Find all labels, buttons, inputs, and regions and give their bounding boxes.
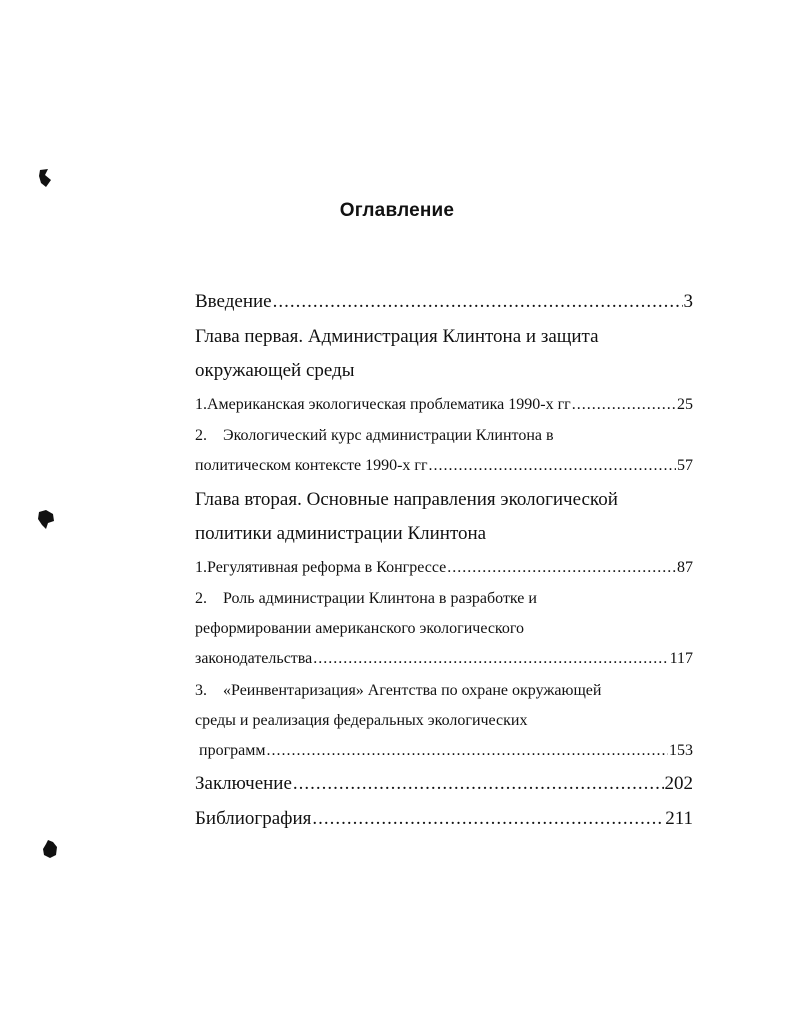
toc-entry-text: политическом контексте 1990-х гг bbox=[195, 457, 428, 474]
toc-entry-text: программ bbox=[199, 742, 266, 759]
toc-entry-text: Регулятивная реформа в Конгрессе bbox=[207, 559, 447, 576]
scan-hole-mark-top bbox=[36, 168, 54, 188]
toc-entry-2-1 bbox=[195, 559, 693, 577]
dot-leader bbox=[273, 291, 683, 313]
toc-entry-2-2-line-1 bbox=[195, 590, 693, 608]
section-number: 2. bbox=[195, 427, 207, 444]
toc-entry-text: среды и реализация федеральных экологических bbox=[195, 712, 528, 729]
toc-page-number: 117 bbox=[669, 650, 693, 667]
toc-page-number: 25 bbox=[677, 396, 693, 413]
chapter-2-heading-line-2: политики администрации Клинтона bbox=[195, 523, 487, 544]
chapter-2-heading-line-1: Глава вторая. Основные направления экологической bbox=[195, 489, 618, 510]
toc-entry-text: Американская экологическая проблематика 1990-х гг bbox=[207, 396, 571, 413]
toc-entry-text: Введение bbox=[195, 291, 272, 312]
toc-entry-2-3-line-2 bbox=[195, 712, 693, 730]
toc-entry-2-2-line-2 bbox=[195, 620, 693, 638]
toc-entry-text: Библиография bbox=[195, 808, 312, 829]
toc-entry-text: законодательства bbox=[195, 650, 313, 667]
dot-leader bbox=[312, 808, 664, 830]
toc-entry-bibliography bbox=[195, 808, 693, 830]
toc-entry-1-2-line-2 bbox=[195, 457, 693, 475]
toc-entry-conclusion bbox=[195, 773, 693, 795]
chapter-1-heading-line-2: окружающей среды bbox=[195, 360, 355, 381]
dot-leader bbox=[447, 559, 676, 577]
toc-page-number: 57 bbox=[677, 457, 693, 474]
table-of-contents bbox=[195, 0, 693, 1025]
section-number: 2. bbox=[195, 590, 207, 607]
toc-entry-1-2-line-1 bbox=[195, 427, 693, 445]
toc-page-number: 211 bbox=[665, 808, 693, 829]
toc-page-number: 87 bbox=[677, 559, 693, 576]
toc-entry-text: Заключение bbox=[195, 773, 292, 794]
toc-entry-2-2-line-3 bbox=[195, 650, 693, 668]
section-number: 1. bbox=[195, 559, 207, 576]
dot-leader bbox=[429, 457, 676, 475]
page-title: Оглавление bbox=[339, 200, 455, 221]
toc-page-number: 3 bbox=[683, 291, 693, 312]
section-number: 1. bbox=[195, 396, 207, 413]
dot-leader bbox=[266, 742, 668, 760]
dot-leader bbox=[293, 773, 664, 795]
toc-entry-text: «Реинвентаризация» Агентства по охране окружающей bbox=[223, 682, 602, 699]
section-number: 3. bbox=[195, 682, 207, 699]
toc-entry-2-3-line-3 bbox=[195, 742, 693, 760]
toc-entry-text: Роль администрации Клинтона в разработке и bbox=[223, 590, 537, 607]
scan-hole-mark-bottom bbox=[40, 838, 60, 860]
toc-page-number: 153 bbox=[669, 742, 693, 759]
toc-entry-1-1 bbox=[195, 396, 693, 414]
toc-entry-text: Экологический курс администрации Клинтона в bbox=[223, 427, 554, 444]
toc-entry-intro bbox=[195, 291, 693, 313]
dot-leader bbox=[572, 396, 676, 414]
toc-page-number: 202 bbox=[664, 773, 693, 794]
toc-entry-2-3-line-1 bbox=[195, 682, 693, 700]
dot-leader bbox=[313, 650, 668, 668]
scan-hole-mark-middle bbox=[36, 508, 56, 530]
chapter-1-heading-line-1: Глава первая. Администрация Клинтона и защита bbox=[195, 326, 599, 347]
toc-entry-text: реформировании американского экологического bbox=[195, 620, 525, 637]
